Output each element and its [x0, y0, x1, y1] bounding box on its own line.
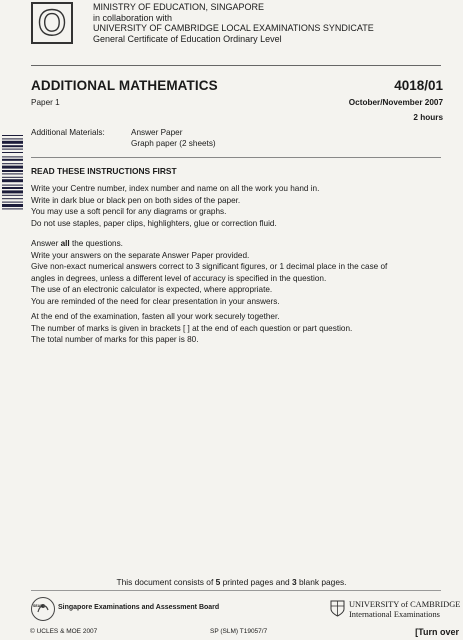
header-line: MINISTRY OF EDUCATION, SINGAPORE: [93, 2, 265, 12]
header-line: in collaboration with: [93, 12, 173, 23]
paper-title: ADDITIONAL MATHEMATICS: [31, 78, 218, 93]
issuing-bodies: [93, 2, 374, 44]
paper-number: Paper 1: [31, 98, 60, 107]
instructions-divider: [31, 157, 441, 158]
instructions-block-general: [31, 183, 319, 229]
materials-item: Answer Paper: [131, 128, 183, 137]
instruction-line: At the end of the examination, fasten all your work securely together.: [31, 312, 280, 321]
instructions-block-answers: [31, 238, 387, 308]
instruction-line: You are reminded of the need for clear presentation in your answers.: [31, 296, 280, 306]
copyright: © UCLES & MOE 2007: [30, 628, 98, 635]
header-line: UNIVERSITY OF CAMBRIDGE LOCAL EXAMINATIONS SYNDICATE: [93, 23, 374, 33]
exam-session: October/November 2007: [348, 98, 443, 107]
instruction-line: You may use a soft pencil for any diagrams or graphs.: [31, 207, 227, 217]
instruction-line: Write your Centre number, index number and name on all the work you hand in.: [31, 184, 320, 193]
instruction-line: The number of marks is given in brackets [ ] at the end of each question or part question.: [31, 323, 353, 333]
instruction-line: Do not use staples, paper clips, highlighters, glue or correction fluid.: [31, 218, 277, 228]
instructions-block-submission: [31, 311, 352, 346]
footer-divider: [31, 590, 441, 591]
materials-item: Graph paper (2 sheets): [131, 139, 216, 148]
instruction-line: The use of an electronic calculator is expected, where appropriate.: [31, 285, 273, 295]
cambridge-name: UNIVERSITY of CAMBRIDGE International Examinations: [349, 600, 461, 619]
seab-logo: SEAB: [30, 596, 56, 622]
instruction-line: Write in dark blue or black pen on both sides of the paper.: [31, 195, 241, 205]
board-logo-o: O: [31, 2, 73, 44]
page-count-note: This document consists of 5 printed pages and 3 blank pages.: [116, 577, 347, 587]
header-line: General Certificate of Education Ordinary Level: [93, 33, 282, 44]
seab-name: Singapore Examinations and Assessment Board: [58, 604, 220, 611]
turn-over-notice: [Turn over: [415, 627, 459, 637]
instruction-line: angles in degrees, unless a different level of accuracy is specified in the question.: [31, 273, 327, 283]
instruction-line: Give non-exact numerical answers correct to 3 significant figures, or 1 decimal place in the case of: [31, 262, 388, 272]
instruction-line: Answer all the questions.: [31, 239, 123, 248]
header-divider: [31, 65, 441, 66]
instructions-heading: READ THESE INSTRUCTIONS FIRST: [31, 166, 177, 176]
instruction-line: Write your answers on the separate Answer Paper provided.: [31, 250, 250, 260]
barcode-strip: [2, 135, 23, 243]
materials-label: Additional Materials:: [31, 128, 105, 137]
instruction-line: The total number of marks for this paper is 80.: [31, 335, 199, 345]
exam-duration: 2 hours: [413, 113, 443, 122]
paper-code: 4018/01: [394, 78, 443, 93]
document-reference: SP (SLM) T19057/7: [210, 628, 268, 635]
cambridge-crest-icon: [330, 600, 345, 617]
